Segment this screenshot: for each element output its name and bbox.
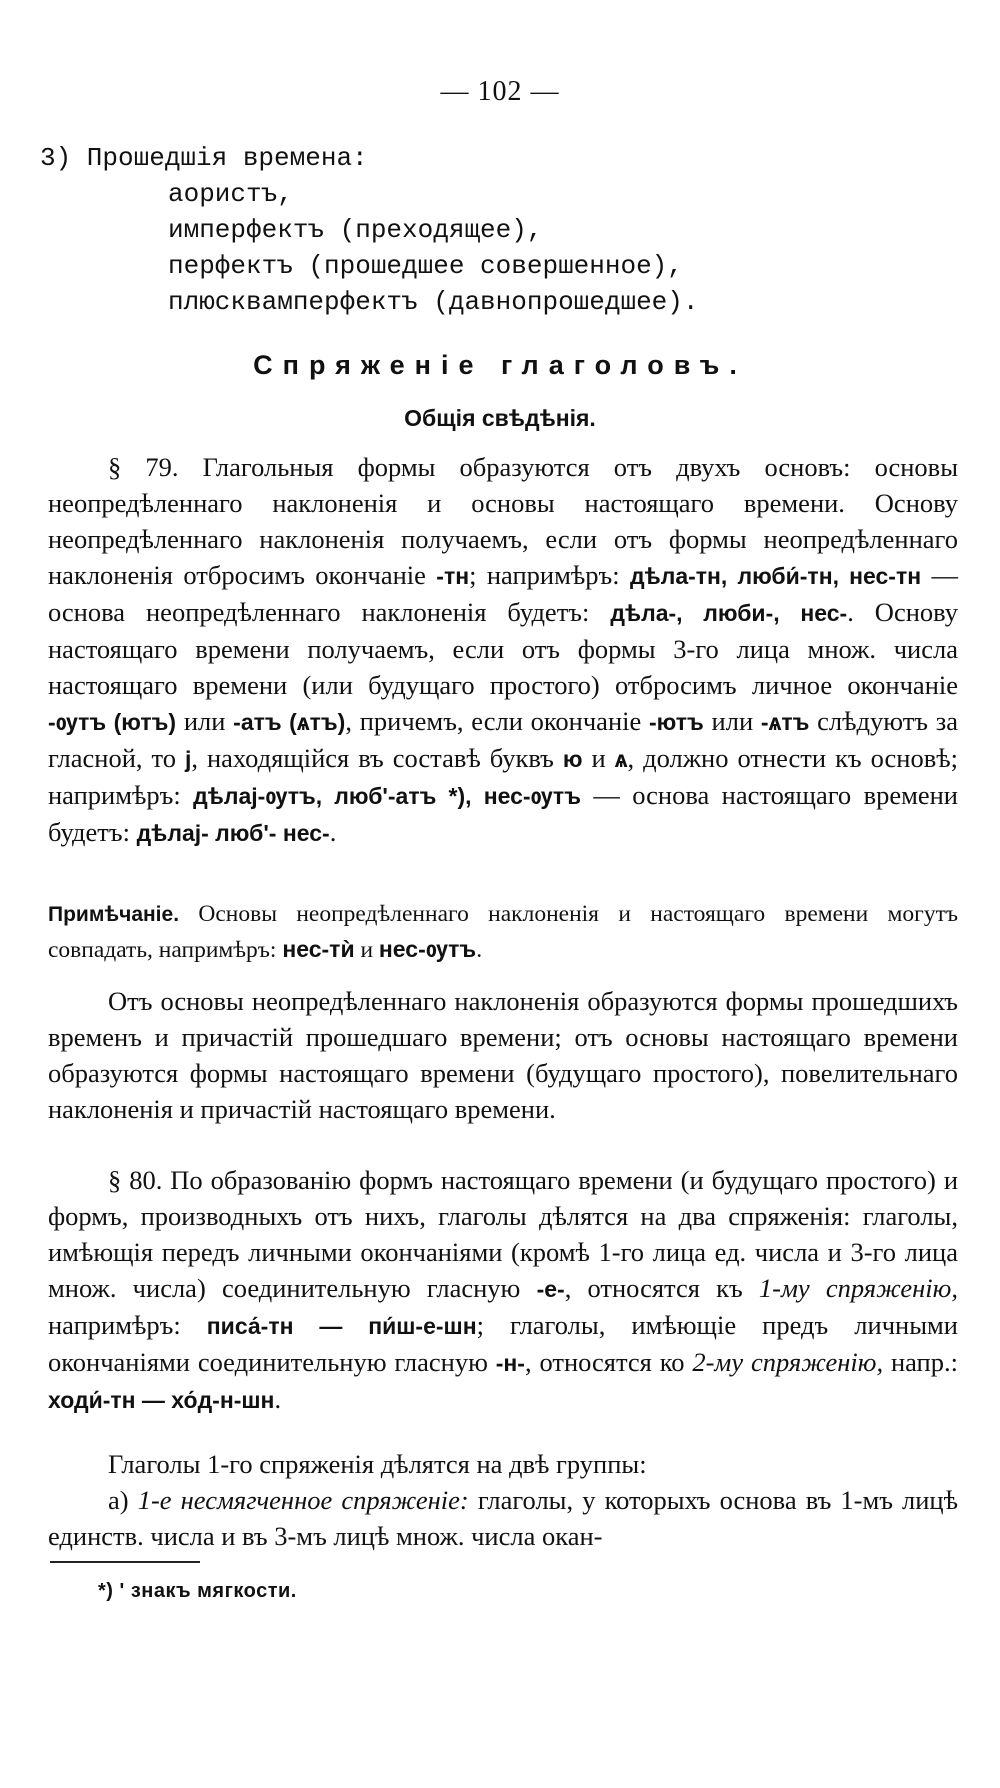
text-run: а) (108, 1485, 138, 1515)
text-run: — основа настоящаго времени будетъ: (48, 780, 958, 847)
paragraph-79 (48, 449, 958, 851)
text-run: или (703, 706, 761, 736)
paragraph-80 (48, 1162, 958, 1418)
text-run: § 79. Глагольныя формы образуются отъ двухъ основъ: основы неопредѣленнаго наклоненія и основы настоящаго времени. Основу неопредѣленнаго наклоненія получаемъ, если отъ формы неопредѣленнаго наклоненія отбросимъ окончаніе (48, 452, 958, 590)
church-slavonic-word: ходи́-тн — хо́д-н-шн (48, 1387, 275, 1413)
text-run: и (354, 937, 379, 963)
church-slavonic-word: ю (562, 746, 583, 772)
subsection-title: Общія свѣдѣнія. (404, 405, 596, 431)
text-run: , относятся къ (564, 1273, 759, 1303)
church-slavonic-word: дѣлај- люб'- нес- (136, 820, 330, 846)
page-number: — 102 — (440, 76, 560, 107)
church-slavonic-word: -е- (536, 1276, 565, 1302)
church-slavonic-word: дѣла-тн, люби́-тн, нес-тн (629, 563, 922, 589)
church-slavonic-word: -тн (436, 563, 470, 589)
text-run: . (476, 937, 483, 963)
church-slavonic-word: нес-тѝ (282, 936, 355, 962)
tense-item: перфектъ (прошедшее совершенное), (168, 251, 683, 281)
italic-term: 1-е несмягченное спряженіе: (137, 1485, 469, 1515)
past-tenses-list (40, 140, 699, 320)
tense-item: аористъ, (168, 179, 293, 209)
text-run: или (176, 706, 234, 736)
church-slavonic-word: дѣлај-ѹтъ, люб'-атъ *), нес-ѹтъ (193, 783, 581, 809)
church-slavonic-word: -н- (495, 1350, 525, 1376)
text-run: . (274, 1384, 282, 1414)
church-slavonic-word: -ютъ (649, 709, 704, 735)
text-run: Основы неопредѣленнаго наклоненія и настоящаго времени могутъ совпадать, напримѣръ: (48, 901, 958, 963)
church-slavonic-word: дѣла-, люби-, нес- (610, 600, 848, 626)
paragraph-group-a (48, 1482, 958, 1554)
past-tenses-heading: 3) Прошедшія времена: (40, 143, 368, 173)
text-run: напримѣръ: (48, 1310, 207, 1340)
paragraph-forms: Отъ основы неопредѣленнаго наклоненія образуются формы прошедшихъ временъ и причастій прошедшаго времени; отъ основы настоящаго времени образуются формы настоящаго времени (будущаго простого), повелительнаго наклоненія и причастій настоящаго времени. (48, 986, 958, 1124)
section-title: Спряженіе глаголовъ. (253, 350, 747, 380)
church-slavonic-word: нес-ѹтъ (378, 936, 477, 962)
text-run: слѣдуютъ за гласной, то (48, 706, 958, 773)
text-run: § 80. По образованію формъ настоящаго времени (и будущаго простого) и формъ, производныхъ отъ нихъ, глаголы дѣлятся на два спряженія: глаголы, имѣющія передъ личными окончаніями (кромѣ 1-го лица ед. числа и 3-го лица множ. числа) соединительную гласную (48, 1165, 958, 1303)
text-run: глаголы, у которыхъ основа въ 1-мъ лицѣ единств. числа и въ 3-мъ лицѣ множ. числа окан- (48, 1485, 958, 1551)
text-run: напр.: (883, 1347, 958, 1377)
text-run: ; глаголы, имѣющіе предъ личными окончаніями соединительную гласную (48, 1310, 958, 1377)
text-run: , причемъ, если окончаніе (345, 706, 650, 736)
text-run: — основа неопредѣленнаго наклоненія будетъ: (48, 560, 959, 627)
church-slavonic-word: писа́-тн — пи́ш-е-шн (206, 1313, 477, 1339)
text-run: , должно отнести къ основѣ; напримѣръ: (48, 743, 958, 810)
text-run: . (329, 817, 337, 847)
text-run: ; напримѣръ: (469, 560, 630, 590)
text-run: , находящійся въ составѣ буквъ (191, 743, 563, 773)
church-slavonic-word: -ѹтъ (ютъ) (48, 709, 177, 735)
text-run: , относятся ко (524, 1347, 693, 1377)
text-run: и (582, 743, 615, 773)
church-slavonic-word: -ѧтъ (760, 709, 810, 735)
tense-item: плюсквамперфектъ (давнопрошедшее). (168, 287, 699, 317)
note-label: Примѣчаніе. (48, 903, 180, 926)
italic-term: 2-му спряженію, (692, 1347, 884, 1377)
church-slavonic-word: -атъ (ѧтъ) (233, 709, 346, 735)
italic-term: 1-му спряженію, (758, 1273, 958, 1303)
paragraph-groups: Глаголы 1-го спряженія дѣлятся на двѣ группы: (108, 1449, 647, 1479)
footnote: *) ' знакъ мягкости. (98, 1580, 297, 1602)
church-slavonic-word: ѧ (614, 746, 628, 772)
text-run: . Основу настоящаго времени получаемъ, если отъ формы 3-го лица множ. числа настоящаго времени (или будущаго простого) отбросимъ личное окончаніе (48, 597, 958, 700)
footnote-divider (50, 1561, 200, 1563)
tense-item: имперфектъ (преходящее), (168, 215, 543, 245)
church-slavonic-word: ј (184, 746, 192, 772)
note-paragraph (48, 897, 958, 968)
